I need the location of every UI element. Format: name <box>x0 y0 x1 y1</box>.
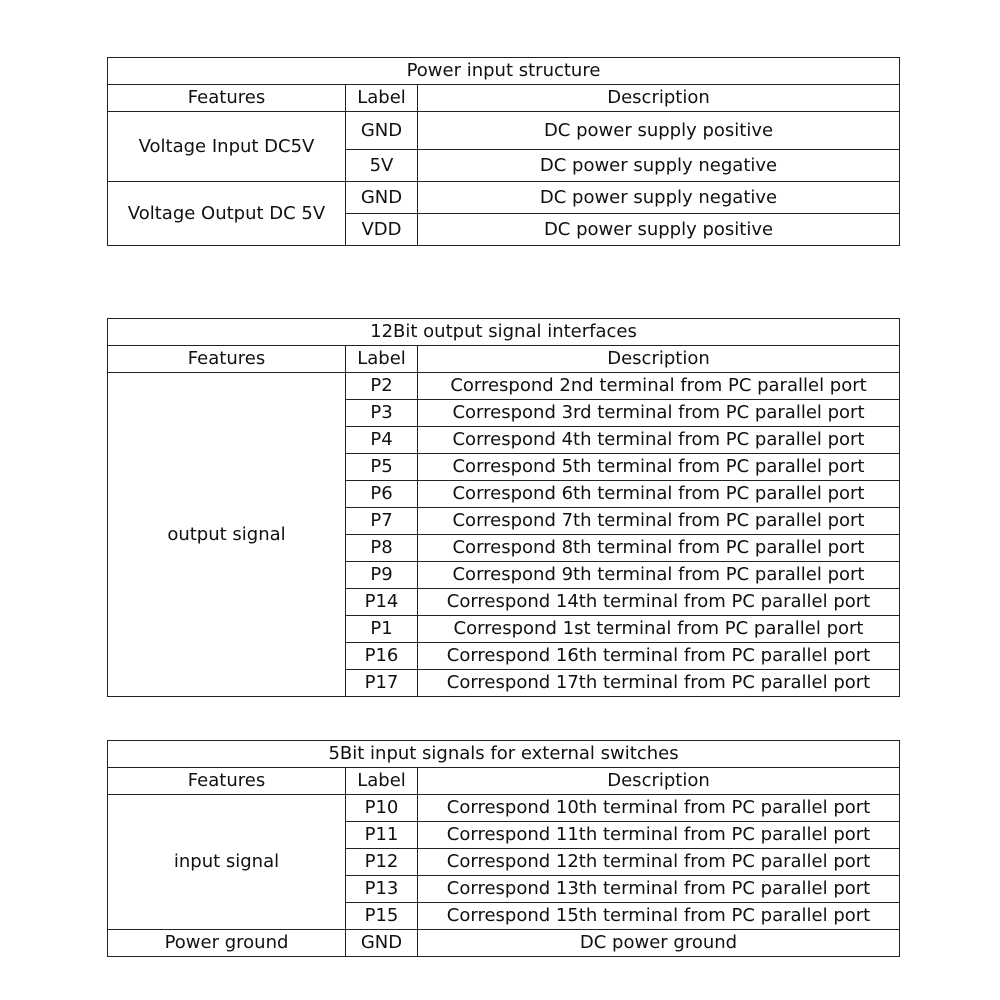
label-cell: P4 <box>346 427 418 454</box>
label-cell: P3 <box>346 400 418 427</box>
label-cell: P14 <box>346 589 418 616</box>
description-cell: DC power supply negative <box>418 150 900 182</box>
table-title: Power input structure <box>108 58 900 85</box>
description-cell: Correspond 4th terminal from PC parallel port <box>418 427 900 454</box>
description-cell: DC power supply negative <box>418 182 900 214</box>
header-label: Label <box>346 346 418 373</box>
description-cell: DC power supply positive <box>418 214 900 246</box>
header-description: Description <box>418 346 900 373</box>
feature-cell: Voltage Input DC5V <box>108 112 346 182</box>
label-cell: P16 <box>346 643 418 670</box>
label-cell: 5V <box>346 150 418 182</box>
description-cell: Correspond 3rd terminal from PC parallel port <box>418 400 900 427</box>
description-cell: DC power supply positive <box>418 112 900 150</box>
table-row <box>108 112 900 150</box>
label-cell: P9 <box>346 562 418 589</box>
label-cell: P2 <box>346 373 418 400</box>
description-cell: Correspond 15th terminal from PC parallel port <box>418 903 900 930</box>
label-cell: P15 <box>346 903 418 930</box>
description-cell: Correspond 16th terminal from PC parallel port <box>418 643 900 670</box>
description-cell: Correspond 2nd terminal from PC parallel port <box>418 373 900 400</box>
description-cell: Correspond 11th terminal from PC parallel port <box>418 822 900 849</box>
description-cell: Correspond 14th terminal from PC parallel port <box>418 589 900 616</box>
label-cell: GND <box>346 182 418 214</box>
label-cell: P13 <box>346 876 418 903</box>
feature-cell: Power ground <box>108 930 346 957</box>
label-cell: P5 <box>346 454 418 481</box>
description-cell: Correspond 7th terminal from PC parallel port <box>418 508 900 535</box>
label-cell: GND <box>346 930 418 957</box>
label-cell: P12 <box>346 849 418 876</box>
label-cell: P8 <box>346 535 418 562</box>
description-cell: Correspond 17th terminal from PC parallel port <box>418 670 900 697</box>
feature-cell: output signal <box>108 373 346 697</box>
header-description: Description <box>418 85 900 112</box>
description-cell: Correspond 12th terminal from PC parallel port <box>418 849 900 876</box>
header-features: Features <box>108 346 346 373</box>
feature-cell: input signal <box>108 795 346 930</box>
table-row <box>108 795 900 822</box>
label-cell: P11 <box>346 822 418 849</box>
label-cell: GND <box>346 112 418 150</box>
output-signal-table <box>107 318 900 697</box>
label-cell: P7 <box>346 508 418 535</box>
description-cell: Correspond 13th terminal from PC parallel port <box>418 876 900 903</box>
description-cell: Correspond 9th terminal from PC parallel port <box>418 562 900 589</box>
label-cell: P10 <box>346 795 418 822</box>
input-signal-table <box>107 740 900 957</box>
description-cell: Correspond 6th terminal from PC parallel port <box>418 481 900 508</box>
header-label: Label <box>346 768 418 795</box>
header-description: Description <box>418 768 900 795</box>
label-cell: VDD <box>346 214 418 246</box>
table-row <box>108 373 900 400</box>
description-cell: Correspond 1st terminal from PC parallel port <box>418 616 900 643</box>
label-cell: P6 <box>346 481 418 508</box>
label-cell: P17 <box>346 670 418 697</box>
description-cell: Correspond 5th terminal from PC parallel port <box>418 454 900 481</box>
header-features: Features <box>108 768 346 795</box>
header-features: Features <box>108 85 346 112</box>
feature-cell: Voltage Output DC 5V <box>108 182 346 246</box>
description-cell: Correspond 10th terminal from PC parallel port <box>418 795 900 822</box>
label-cell: P1 <box>346 616 418 643</box>
table-row <box>108 182 900 214</box>
table-row <box>108 930 900 957</box>
table-title: 5Bit input signals for external switches <box>108 741 900 768</box>
power-input-table <box>107 57 900 246</box>
header-label: Label <box>346 85 418 112</box>
table-title: 12Bit output signal interfaces <box>108 319 900 346</box>
description-cell: DC power ground <box>418 930 900 957</box>
description-cell: Correspond 8th terminal from PC parallel port <box>418 535 900 562</box>
